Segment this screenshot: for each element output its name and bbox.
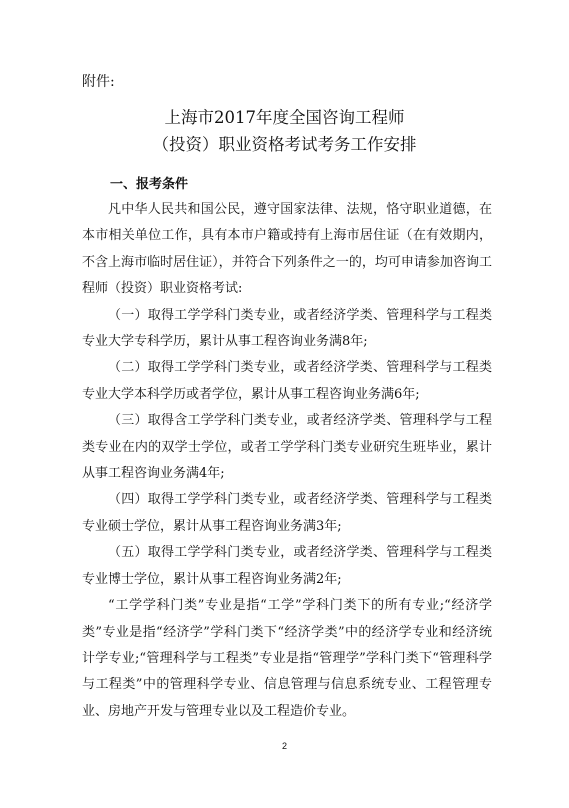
paragraph-eligibility-intro: 凡中华人民共和国公民，遵守国家法律、法规，恪守职业道德，在本市相关单位工作，具有本市户籍或持有上海市居住证（在有效期内，不含上海市临时居住证），并符合下列条件之一的，均可申请参加咨询工程师（投资）职业资格考试: [82,202,492,297]
document-title-line-2: （投资）职业资格考试考务工作安排 [152,135,417,154]
paragraph-condition-2: （二）取得工学学科门类专业，或者经济学类、管理科学与工程类专业大学本科学历或者学位，累计从事工程咨询业务满6年; [82,360,492,402]
paragraph-condition-3: （三）取得含工学学科门类专业，或者经济学类、管理科学与工程类专业在内的双学士学位，或者工学学科门类专业研究生班毕业，累计从事工程咨询业务满4年; [82,413,492,482]
document-body [82,197,492,725]
page-number: 2 [281,741,287,751]
section-heading: 一、报考条件 [110,177,189,192]
attachment-label: 附件: [82,74,115,90]
paragraph-condition-4: （四）取得工学学科门类专业，或者经济学类、管理科学与工程类专业硕士学位，累计从事工程咨询业务满3年; [82,492,492,534]
document-title-line-1: 上海市2017年度全国咨询工程师 [164,108,405,127]
paragraph-condition-5: （五）取得工学学科门类专业，或者经济学类、管理科学与工程类专业博士学位，累计从事工程咨询业务满2年; [82,545,492,587]
paragraph-definitions: “工学学科门类”专业是指“工学”学科门类下的所有专业;“经济学类”专业是指“经济学”学科门类下“经济学类”中的经济学专业和经济统计学专业;“管理科学与工程类”专业是指“管理学”学科门类下“管理科学与工程类”中的管理科学专业、信息管理与信息系统专业、工程管理专业、房地产开发与管理专业以及工程造价专业。 [82,598,492,719]
paragraph-condition-1: （一）取得工学学科门类专业，或者经济学类、管理科学与工程类专业大学专科学历，累计从事工程咨询业务满8年; [82,307,492,350]
